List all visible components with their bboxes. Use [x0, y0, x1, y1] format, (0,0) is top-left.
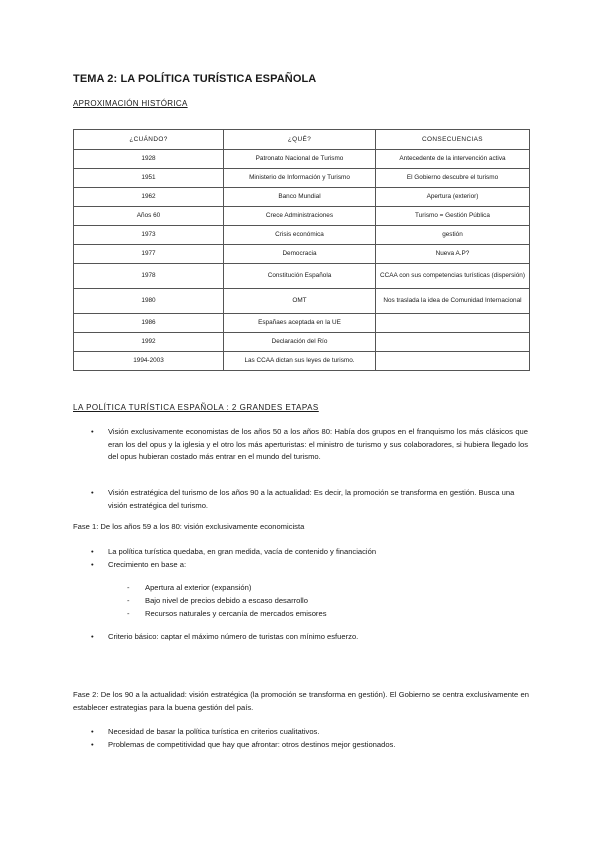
table-cell	[376, 352, 530, 371]
phase-2-heading: Fase 2: De los 90 a la actualidad: visión estratégica (la promoción se transforma en gestión). El Gobierno se centra exclusivamente en establecer estrategias para la buena gestión del país.	[73, 690, 529, 712]
sub-list-item	[127, 595, 525, 608]
list-item-text: Necesidad de basar la política turística en criterios cualitativos.	[108, 727, 320, 736]
dash-icon: -	[127, 583, 130, 592]
table-cell: Años 60	[74, 207, 224, 226]
table-cell: Crece Administraciones	[224, 207, 376, 226]
phase-1-heading: Fase 1: De los años 59 a los 80: visión exclusivamente economicista	[73, 522, 305, 531]
bullet-icon: •	[91, 727, 94, 736]
table-row	[74, 226, 530, 245]
list-item	[91, 559, 528, 572]
list-item	[91, 426, 528, 464]
table-row	[74, 150, 530, 169]
list-item-text: Visión exclusivamente economistas de los años 50 a los años 80: Había dos grupos en el franquismo los más clásicos que eran los del opus y la iglesia y el otro los más aperturistas: el ministro de turismo y sus colaboradores, si hubiera llegado los del opus hubieran costado más entrar en el mundo del turismo.	[108, 427, 528, 462]
table-header-row	[74, 130, 530, 150]
table-cell	[376, 333, 530, 352]
bullet-icon: •	[91, 488, 94, 497]
list-item	[91, 546, 528, 559]
list-item	[91, 487, 528, 512]
list-item-text: La política turística quedaba, en gran medida, vacía de contenido y financiación	[108, 547, 377, 556]
table-row	[74, 264, 530, 289]
table-cell: 1928	[74, 150, 224, 169]
dash-icon: -	[127, 609, 130, 618]
table-row	[74, 207, 530, 226]
section-heading-stages: LA POLÍTICA TURÍSTICA ESPAÑOLA : 2 GRANDES ETAPAS	[73, 403, 319, 412]
table-cell: 1962	[74, 188, 224, 207]
table-cell: El Gobierno descubre el turismo	[376, 169, 530, 188]
table-cell: CCAA con sus competencias turísticas (dispersión)	[376, 264, 530, 289]
list-item-text: Crecimiento en base a:	[108, 560, 187, 569]
table-cell: Nueva A.P?	[376, 245, 530, 264]
column-header: ¿CUÁNDO?	[74, 130, 224, 150]
table-cell: 1994-2003	[74, 352, 224, 371]
table-row	[74, 289, 530, 314]
column-header: ¿QUÉ?	[224, 130, 376, 150]
table-cell: Españaes aceptada en la UE	[224, 314, 376, 333]
table-row	[74, 245, 530, 264]
bullet-icon: •	[91, 560, 94, 569]
table-row	[74, 314, 530, 333]
bullet-icon: •	[91, 740, 94, 749]
table-cell: Democracia	[224, 245, 376, 264]
table-cell: Banco Mundial	[224, 188, 376, 207]
table-row	[74, 333, 530, 352]
table-cell: 1992	[74, 333, 224, 352]
table-cell: 1973	[74, 226, 224, 245]
table-row	[74, 352, 530, 371]
sub-list-item-text: Recursos naturales y cercanía de mercados emisores	[145, 609, 327, 618]
list-item	[91, 726, 528, 739]
table-cell: Ministerio de Información y Turismo	[224, 169, 376, 188]
table-cell: Apertura (exterior)	[376, 188, 530, 207]
bullet-icon: •	[91, 547, 94, 556]
column-header: CONSECUENCIAS	[376, 130, 530, 150]
dash-icon: -	[127, 596, 130, 605]
table-cell: Declaración del Río	[224, 333, 376, 352]
table-row	[74, 188, 530, 207]
sub-list-item	[127, 582, 525, 595]
sub-list-item-text: Apertura al exterior (expansión)	[145, 583, 252, 592]
list-item-text: Visión estratégica del turismo de los años 90 a la actualidad: Es decir, la promoción se transforma en gestión. Busca una visión estratégica del turismo.	[108, 488, 515, 510]
table-cell: 1977	[74, 245, 224, 264]
table-cell: gestión	[376, 226, 530, 245]
table-cell: OMT	[224, 289, 376, 314]
table-cell: Turismo = Gestión Pública	[376, 207, 530, 226]
sub-list-item-text: Bajo nivel de precios debido a escaso desarrollo	[145, 596, 308, 605]
table-cell	[376, 314, 530, 333]
table-cell: Las CCAA dictan sus leyes de turismo.	[224, 352, 376, 371]
bullet-icon: •	[91, 632, 94, 641]
history-table	[73, 129, 530, 371]
table-cell: Patronato Nacional de Turismo	[224, 150, 376, 169]
table-cell: Constitución Española	[224, 264, 376, 289]
table-cell: 1986	[74, 314, 224, 333]
table-row	[74, 169, 530, 188]
list-item	[91, 631, 528, 644]
bullet-icon: •	[91, 427, 94, 436]
list-item-text: Criterio básico: captar el máximo número de turistas con mínimo esfuerzo.	[108, 632, 359, 641]
table-cell: Nos traslada la idea de Comunidad Internacional	[376, 289, 530, 314]
table-cell: Antecedente de la intervención activa	[376, 150, 530, 169]
table-cell: 1951	[74, 169, 224, 188]
list-item	[91, 739, 528, 752]
table-cell: 1978	[74, 264, 224, 289]
page-title: TEMA 2: LA POLÍTICA TURÍSTICA ESPAÑOLA	[73, 73, 317, 85]
list-item-text: Problemas de competitividad que hay que afrontar: otros destinos mejor gestionados.	[108, 740, 396, 749]
table-cell: Crisis económica	[224, 226, 376, 245]
table-cell: 1980	[74, 289, 224, 314]
section-heading-history: APROXIMACIÓN HISTÓRICA	[73, 99, 188, 108]
sub-list-item	[127, 608, 525, 621]
